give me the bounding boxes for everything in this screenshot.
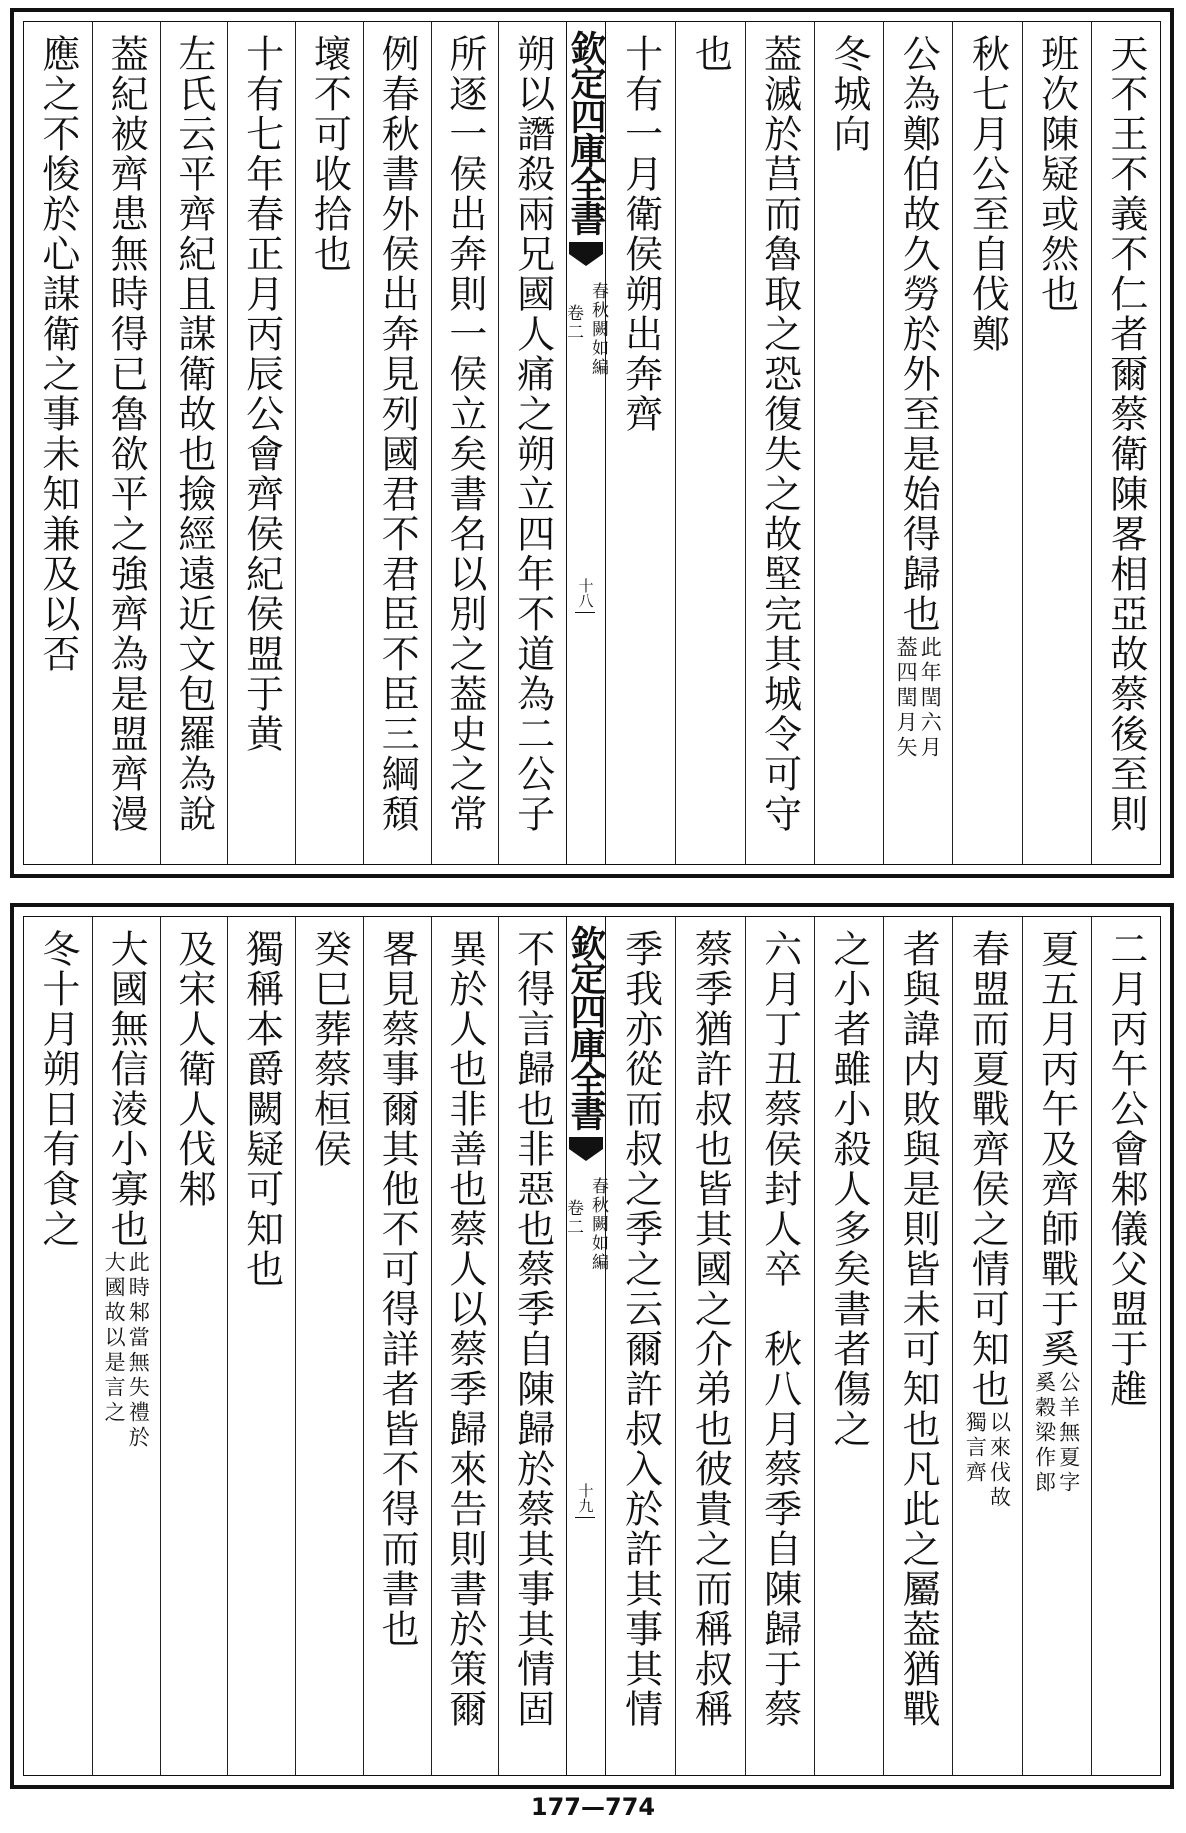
- page-number: 十九: [576, 1483, 595, 1513]
- text-column: [160, 22, 228, 864]
- column-text: 葢紀被齊患無時得已魯欲平之強齊為是盟齊漫: [104, 34, 149, 834]
- text-column: [606, 22, 675, 864]
- column-text: 六月丁丑蔡侯封人卒 秋八月蔡季自陳歸于蔡: [757, 929, 802, 1729]
- text-column: [675, 917, 744, 1775]
- column-text: 也: [688, 34, 733, 74]
- column-text: 左氏云平齊紀且謀衛故也撿經遠近文包羅為說: [171, 34, 216, 834]
- interlinear-note: 此時邾當無失禮於 大國故以是言之: [102, 1251, 151, 1451]
- book-page-upper: [10, 8, 1174, 878]
- text-column: [1022, 917, 1091, 1775]
- text-column: [498, 22, 566, 864]
- column-text: 壞不可收拾也: [307, 34, 352, 274]
- column-text: 秋七月公至自伐鄭: [965, 34, 1010, 354]
- column-text: 春盟而夏戰齊侯之情可知也: [965, 929, 1010, 1409]
- page-frame: [23, 916, 1161, 1776]
- book-page-lower: [10, 903, 1174, 1789]
- page-frame: [23, 21, 1161, 865]
- text-column: [1022, 22, 1091, 864]
- interlinear-note: 此年閏六月 葢四閏月矢: [894, 636, 943, 761]
- text-column: [745, 917, 814, 1775]
- column-text: 十有七年春正月丙辰公會齊侯紀侯盟于黄: [239, 34, 284, 754]
- column-text: 朔以譖殺兩兄國人痛之朔立四年不道為二公子: [510, 34, 555, 834]
- column-text: 公為鄭伯故久勞於外至是始得歸也: [896, 34, 941, 634]
- column-text: 者與諱内敗與是則皆未可知也凡此之屬葢猶戰: [896, 929, 941, 1729]
- column-text: 夏五月丙午及齊師戰于奚: [1034, 929, 1079, 1369]
- text-column: [92, 22, 160, 864]
- center-spine: [563, 917, 608, 1775]
- column-text: 例春秋書外侯出奔見列國君不君臣不臣三綱頹: [375, 34, 420, 834]
- spine-title: 欽定四庫全書: [565, 30, 607, 234]
- text-column: [675, 22, 744, 864]
- text-column: [363, 22, 431, 864]
- text-column: [24, 917, 92, 1775]
- spine-subtitle: 春秋闕如編: [588, 1177, 608, 1272]
- column-text: 冬十月朔日有食之: [35, 929, 80, 1249]
- text-column: [92, 917, 160, 1775]
- column-text: 癸巳葬蔡桓侯: [307, 929, 352, 1169]
- text-column: [160, 917, 228, 1775]
- spine-subtitle: 春秋闕如編: [588, 282, 608, 377]
- interlinear-note: 公羊無夏字 奚穀梁作郎: [1032, 1371, 1081, 1496]
- text-column: [431, 917, 499, 1775]
- column-text: 大國無信淩小寡也: [104, 929, 149, 1249]
- text-column: [431, 22, 499, 864]
- column-text: 所逐一侯出奔則一侯立矣書名以別之葢史之常: [442, 34, 487, 834]
- column-text: 冬城向: [826, 34, 871, 154]
- column-text: 蔡季猶許叔也皆其國之介弟也彼貴之而稱叔稱: [688, 929, 733, 1729]
- text-column: [814, 22, 883, 864]
- column-text: 之小者雖小殺人多矣書者傷之: [826, 929, 871, 1449]
- text-column: [883, 917, 952, 1775]
- spine-rule: [575, 1517, 595, 1518]
- column-text: 天不王不義不仁者爾蔡衛陳畧相亞故蔡後至則: [1103, 34, 1148, 834]
- spine-meta: [561, 282, 611, 377]
- column-text: 畧見蔡事爾其他不可得詳者皆不得而書也: [375, 929, 420, 1649]
- column-text: 異於人也非善也蔡人以蔡季歸來告則書於策爾: [442, 929, 487, 1729]
- center-spine: [563, 22, 608, 864]
- column-text: 葢滅於莒而魯取之恐復失之故堅完其城令可守: [757, 34, 802, 834]
- text-column: [498, 917, 566, 1775]
- column-text: 獨稱本爵闕疑可知也: [239, 929, 284, 1289]
- text-column: [1091, 917, 1160, 1775]
- text-column: [952, 22, 1021, 864]
- text-column: [227, 22, 295, 864]
- text-column: [295, 22, 363, 864]
- spine-rule: [575, 612, 595, 613]
- column-text: 及宋人衛人伐邾: [171, 929, 216, 1209]
- text-column: [606, 917, 675, 1775]
- text-column: [24, 22, 92, 864]
- spine-title: 欽定四庫全書: [565, 925, 607, 1129]
- column-text: 不得言歸也非惡也蔡季自陳歸於蔡其事其情固: [510, 929, 555, 1729]
- column-text: 二月丙午公會邾儀父盟于趡: [1103, 929, 1148, 1409]
- text-column: [363, 917, 431, 1775]
- text-column: [883, 22, 952, 864]
- text-column: [1091, 22, 1160, 864]
- spine-volume: 卷二: [563, 304, 583, 342]
- text-column: [227, 917, 295, 1775]
- spine-meta: [561, 1177, 611, 1272]
- text-column: [814, 917, 883, 1775]
- catalog-number: 177—774: [530, 1793, 656, 1821]
- column-text: 應之不悛於心謀衛之事未知兼及以否: [35, 34, 80, 674]
- fishtail-mark-icon: [567, 240, 605, 276]
- text-column: [295, 917, 363, 1775]
- text-column: [745, 22, 814, 864]
- interlinear-note: 以來伐故 獨言齊: [963, 1411, 1012, 1511]
- spine-volume: 卷二: [563, 1199, 583, 1237]
- text-column: [952, 917, 1021, 1775]
- page-number: 十八: [576, 578, 595, 608]
- fishtail-mark-icon: [567, 1135, 605, 1171]
- column-text: 十有一月衛侯朔出奔齊: [618, 34, 663, 434]
- column-text: 班次陳疑或然也: [1034, 34, 1079, 314]
- column-text: 季我亦從而叔之季之云爾許叔入於許其事其情: [618, 929, 663, 1729]
